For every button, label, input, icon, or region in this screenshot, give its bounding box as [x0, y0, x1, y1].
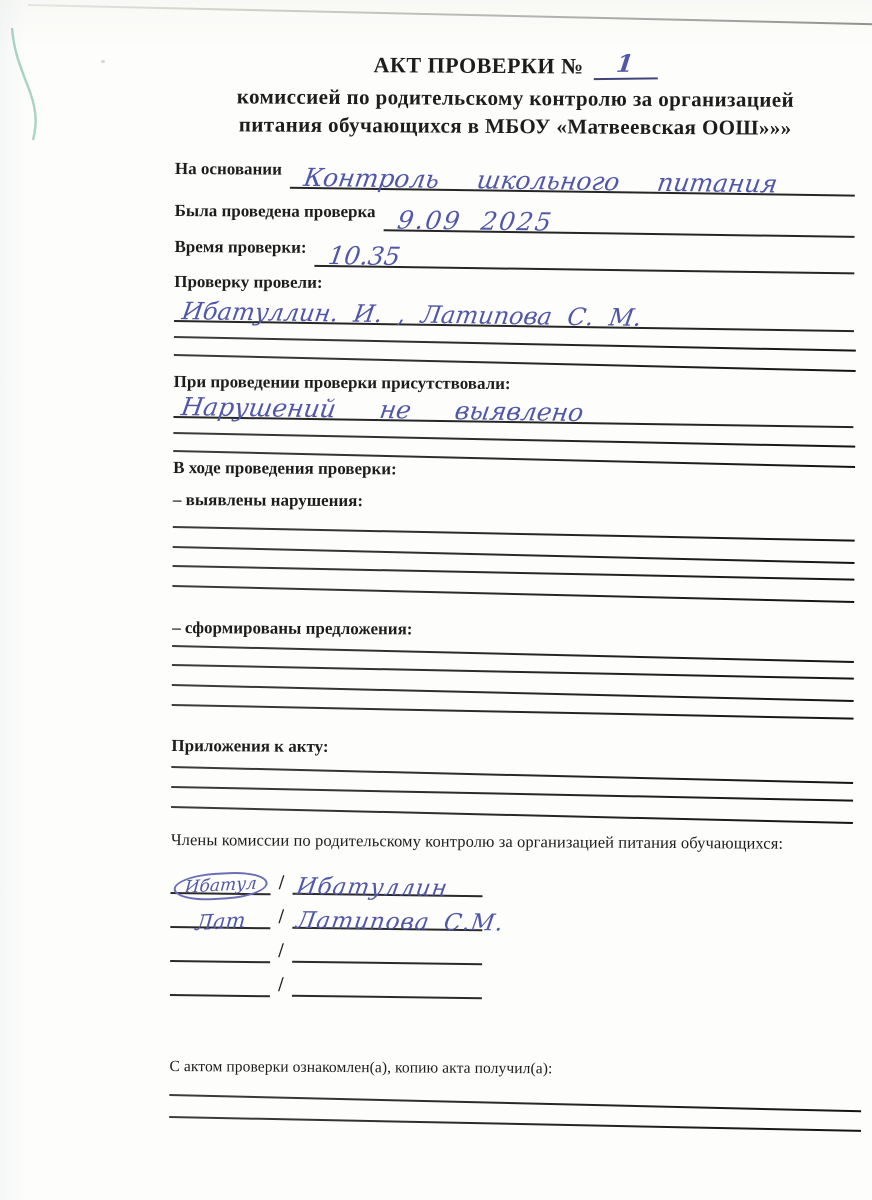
field-date-handwritten-value: 9.09 2025	[395, 205, 556, 237]
signature-name: Латипова С.М.	[294, 907, 506, 937]
during-inspection-label: В ходе проведения проверки:	[173, 457, 397, 479]
inspectors-handwritten-value: Ибатуллин. И. , Латипова С. М.	[180, 297, 644, 332]
subtitle-line-2: питания обучающихся в МБОУ «Матвеевская ООШ»»»	[238, 112, 792, 140]
blank-ruled-line	[172, 704, 854, 720]
signature-row	[170, 894, 506, 937]
signature-name-line	[292, 963, 482, 999]
attachments-label: Приложения к акту:	[171, 735, 329, 756]
signature-slash-separator: /	[278, 906, 285, 927]
inspectors-label: Проверку провели:	[174, 271, 323, 292]
signature-scribble: Ибатул	[173, 870, 269, 903]
subtitle-line-1: комиссией по родительскому контролю за организацией	[236, 84, 795, 112]
title-text: АКТ ПРОВЕРКИ №	[373, 52, 584, 79]
field-inspection-date	[174, 190, 855, 237]
document-title	[176, 48, 856, 81]
signature-row	[170, 962, 482, 998]
blank-ruled-line	[169, 1094, 861, 1112]
signature-line-short	[170, 928, 270, 963]
field-basis-label: На основании	[174, 158, 282, 179]
signature-name-line	[292, 895, 506, 937]
signature-name-line	[292, 929, 482, 965]
attendees-label: При проведении проверки присутствовали:	[173, 371, 511, 394]
field-basis	[174, 148, 855, 199]
field-time-label: Время проверки:	[174, 236, 307, 257]
signature-name: Ибатуллин	[294, 873, 450, 902]
blank-ruled-line	[172, 645, 854, 663]
signature-line-short	[171, 860, 271, 898]
blank-ruled-line	[172, 585, 854, 603]
signature-slash-separator: /	[278, 940, 284, 961]
scanner-fiber-artifact	[2, 24, 52, 144]
signature-row	[170, 928, 482, 964]
signature-slash-separator: /	[277, 974, 284, 995]
signature-slash-separator: /	[278, 872, 285, 893]
blank-ruled-line	[173, 526, 855, 542]
field-inspection-time	[174, 228, 854, 270]
blank-ruled-line	[173, 432, 855, 448]
blank-ruled-line	[171, 786, 853, 802]
field-time-line	[314, 227, 854, 275]
act-number-field	[593, 50, 657, 80]
scan-speck-artifact	[101, 60, 105, 63]
field-time-handwritten-value: 10.35	[326, 241, 403, 272]
violations-label: – выявлены нарушения:	[172, 489, 364, 511]
blank-ruled-line	[172, 664, 854, 680]
field-basis-line	[290, 149, 856, 197]
field-date-label: Была проведена проверка	[174, 200, 376, 222]
signature-line-short	[170, 962, 270, 997]
attendees-handwritten-value: Нарушений не выявлено	[179, 392, 586, 428]
field-basis-handwritten-value: Контроль школьного питания	[301, 162, 780, 199]
blank-ruled-line	[173, 546, 855, 564]
act-number-handwritten: 1	[615, 48, 637, 78]
blank-ruled-line	[169, 1116, 861, 1132]
document-content	[169, 0, 856, 1200]
signature-row	[171, 860, 483, 902]
blank-ruled-line	[174, 354, 856, 372]
proposals-label: – сформированы предложения:	[172, 617, 413, 639]
blank-ruled-line	[172, 684, 854, 702]
signature-scribble: Лат	[194, 908, 247, 936]
acknowledgement-note: С актом проверки ознакомлен(а), копию акта получил(а):	[169, 1057, 553, 1078]
signature-line-short	[170, 894, 270, 936]
blank-ruled-line	[171, 766, 853, 784]
commission-members-note: Члены комиссии по родительскому контролю за организацией питания обучающихся:	[170, 829, 784, 853]
blank-ruled-line	[173, 565, 855, 581]
blank-ruled-line	[171, 806, 853, 824]
blank-ruled-line	[174, 336, 856, 352]
signature-name-line	[292, 861, 482, 902]
